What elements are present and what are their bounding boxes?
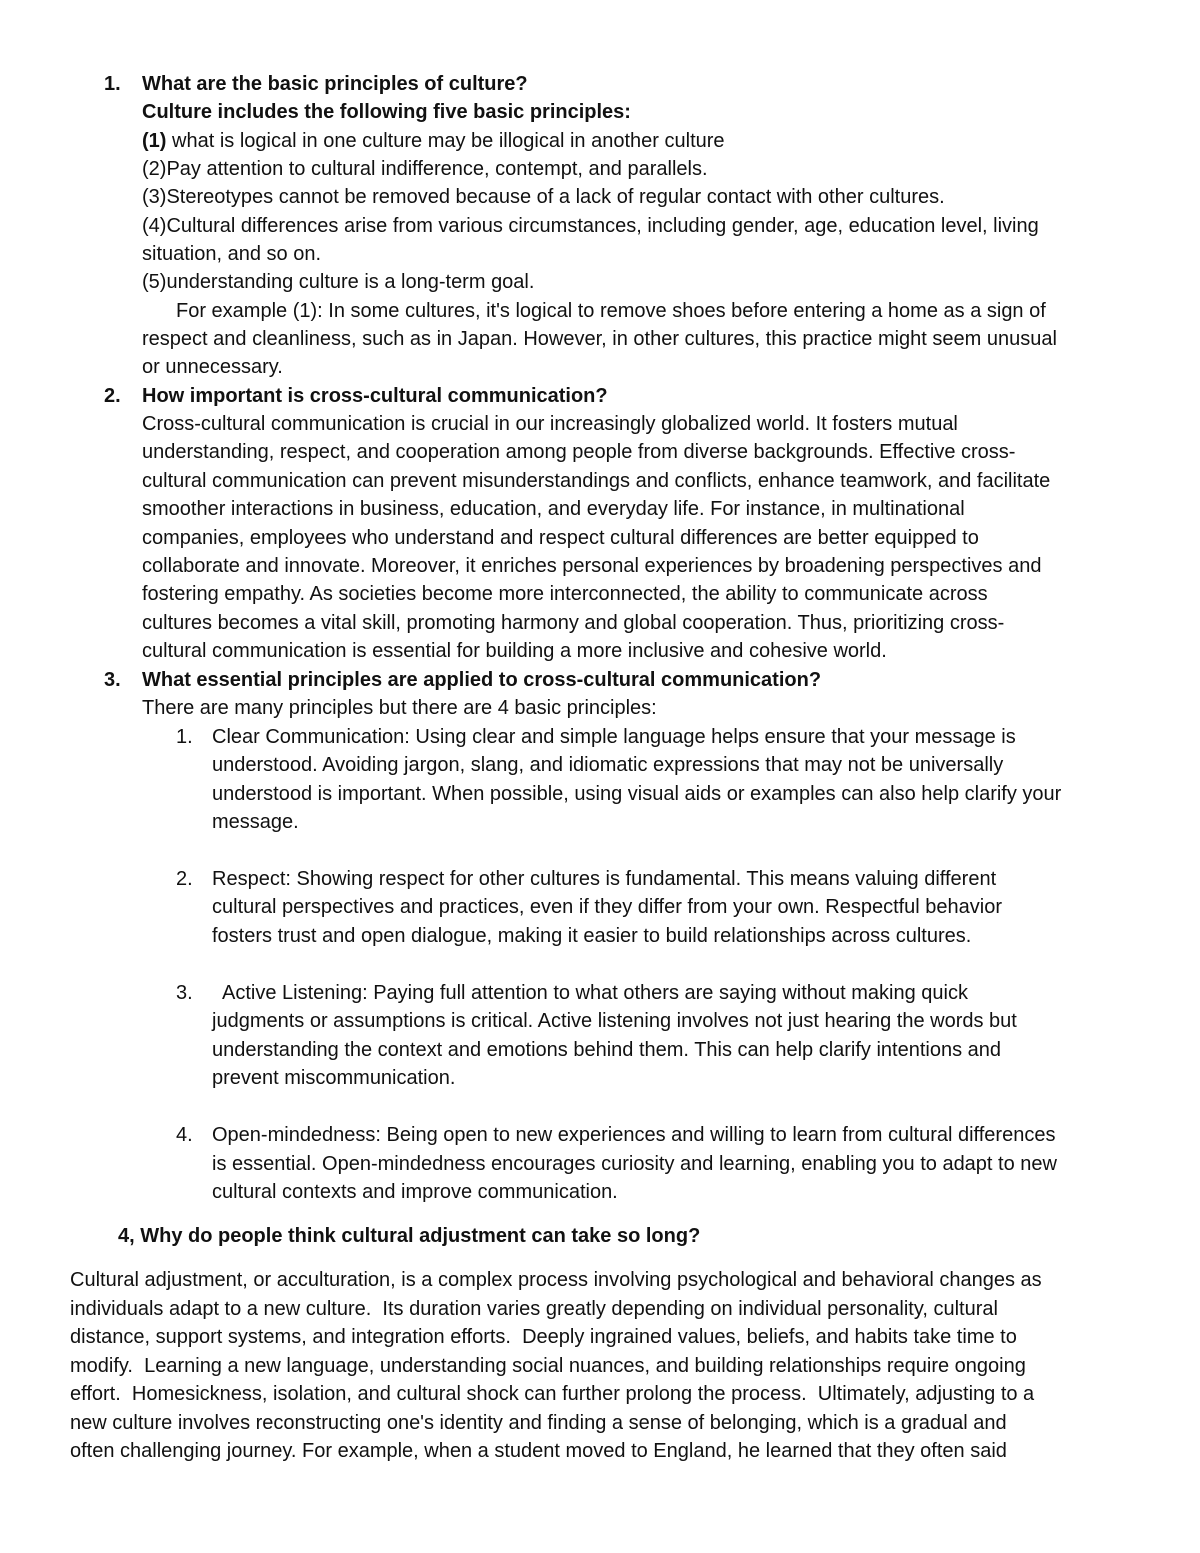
q2-paragraph-line: companies, employees who understand and respect cultural differences are better equipped to bbox=[142, 527, 979, 549]
q1-example-line-1: For example (1): In some cultures, it's logical to remove shoes before entering a home as a sign of bbox=[176, 300, 1046, 322]
q3-item-4-line: is essential. Open-mindedness encourages curiosity and learning, enabling you to adapt to new bbox=[212, 1153, 1057, 1175]
q3-item-2-marker: 2. bbox=[176, 868, 193, 890]
q3-item-2-line: fosters trust and open dialogue, making it easier to build relationships across cultures. bbox=[212, 925, 972, 947]
q3-item-3-line: Active Listening: Paying full attention to what others are saying without making quick bbox=[212, 982, 968, 1004]
q1-principle-1 bbox=[142, 127, 725, 155]
q3-item-4-marker: 4. bbox=[176, 1124, 193, 1146]
q4-paragraph-line: individuals adapt to a new culture. Its duration varies greatly depending on individual personality, cultural bbox=[70, 1298, 998, 1320]
q3-item-4-line: cultural contexts and improve communication. bbox=[212, 1181, 618, 1203]
q4-paragraph-line: new culture involves reconstructing one's identity and finding a sense of belonging, which is a gradual and bbox=[70, 1412, 1007, 1434]
q2-paragraph-line: cultures becomes a vital skill, promoting harmony and global cooperation. Thus, prioritizing cross- bbox=[142, 612, 1005, 634]
q1-question: What are the basic principles of culture? bbox=[142, 73, 528, 95]
q3-item-3-marker: 3. bbox=[176, 982, 193, 1004]
q3-number: 3. bbox=[104, 669, 121, 691]
q2-number: 2. bbox=[104, 385, 121, 407]
q2-paragraph-line: cultural communication is essential for building a more inclusive and cohesive world. bbox=[142, 640, 887, 662]
q4-paragraph-line: modify. Learning a new language, understanding social nuances, and building relationships require ongoing bbox=[70, 1355, 1026, 1377]
q1-principle-1-marker: (1) bbox=[142, 130, 167, 152]
q3-item-1-line: understood. Avoiding jargon, slang, and idiomatic expressions that may not be universally bbox=[212, 754, 1004, 776]
q1-number: 1. bbox=[104, 73, 121, 95]
q3-intro: There are many principles but there are 4 basic principles: bbox=[142, 697, 657, 719]
q1-principle-1-text: what is logical in one culture may be illogical in another culture bbox=[166, 130, 725, 152]
q3-item-3-line: judgments or assumptions is critical. Active listening involves not just hearing the words but bbox=[212, 1010, 1017, 1032]
q2-paragraph-line: fostering empathy. As societies become more interconnected, the ability to communicate across bbox=[142, 583, 988, 605]
q1-principle-4-line-1: (4)Cultural differences arise from various circumstances, including gender, age, education level, living bbox=[142, 215, 1039, 237]
q1-example-line-2: respect and cleanliness, such as in Japan. However, in other cultures, this practice might seem unusual bbox=[142, 328, 1057, 350]
q3-item-4-line: Open-mindedness: Being open to new experiences and willing to learn from cultural differences bbox=[212, 1124, 1056, 1146]
q4-heading: 4, Why do people think cultural adjustment can take so long? bbox=[118, 1225, 701, 1247]
q2-paragraph-line: Cross-cultural communication is crucial in our increasingly globalized world. It fosters mutual bbox=[142, 413, 958, 435]
q3-item-3-line: understanding the context and emotions behind them. This can help clarify intentions and bbox=[212, 1039, 1002, 1061]
q3-item-1-line: message. bbox=[212, 811, 299, 833]
q1-principle-2: (2)Pay attention to cultural indifference, contempt, and parallels. bbox=[142, 158, 708, 180]
q3-question: What essential principles are applied to cross-cultural communication? bbox=[142, 669, 822, 691]
q3-item-1-line: understood is important. When possible, using visual aids or examples can also help clarify your bbox=[212, 783, 1062, 805]
q3-item-3-line: prevent miscommunication. bbox=[212, 1067, 456, 1089]
q2-paragraph-line: collaborate and innovate. Moreover, it enriches personal experiences by broadening perspectives and bbox=[142, 555, 1042, 577]
q2-paragraph-line: cultural communication can prevent misunderstandings and conflicts, enhance teamwork, and facilitate bbox=[142, 470, 1051, 492]
q4-paragraph-line: effort. Homesickness, isolation, and cultural shock can further prolong the process. Ultimately, adjusting to a bbox=[70, 1383, 1035, 1405]
q1-principle-3: (3)Stereotypes cannot be removed because of a lack of regular contact with other cultures. bbox=[142, 186, 945, 208]
q2-paragraph-line: smoother interactions in business, education, and everyday life. For instance, in multinational bbox=[142, 498, 965, 520]
q1-principle-5: (5)understanding culture is a long-term goal. bbox=[142, 271, 535, 293]
q1-example-line-3: or unnecessary. bbox=[142, 356, 283, 378]
q2-question: How important is cross-cultural communication? bbox=[142, 385, 608, 407]
q3-item-2-line: cultural perspectives and practices, even if they differ from your own. Respectful behavior bbox=[212, 896, 1003, 918]
q4-paragraph-line: Cultural adjustment, or acculturation, is a complex process involving psychological and behavioral changes as bbox=[70, 1269, 1042, 1291]
q1-intro: Culture includes the following five basic principles: bbox=[142, 101, 631, 123]
q3-item-2-line: Respect: Showing respect for other cultures is fundamental. This means valuing different bbox=[212, 868, 997, 890]
q1-principle-4-line-2: situation, and so on. bbox=[142, 243, 322, 265]
q3-item-1-line: Clear Communication: Using clear and simple language helps ensure that your message is bbox=[212, 726, 1016, 748]
q4-paragraph-line: often challenging journey. For example, when a student moved to England, he learned that they often said bbox=[70, 1440, 1007, 1462]
q2-paragraph-line: understanding, respect, and cooperation among people from diverse backgrounds. Effective cross- bbox=[142, 441, 1016, 463]
q4-paragraph-line: distance, support systems, and integration efforts. Deeply ingrained values, beliefs, and habits take time to bbox=[70, 1326, 1017, 1348]
q3-item-1-marker: 1. bbox=[176, 726, 193, 748]
